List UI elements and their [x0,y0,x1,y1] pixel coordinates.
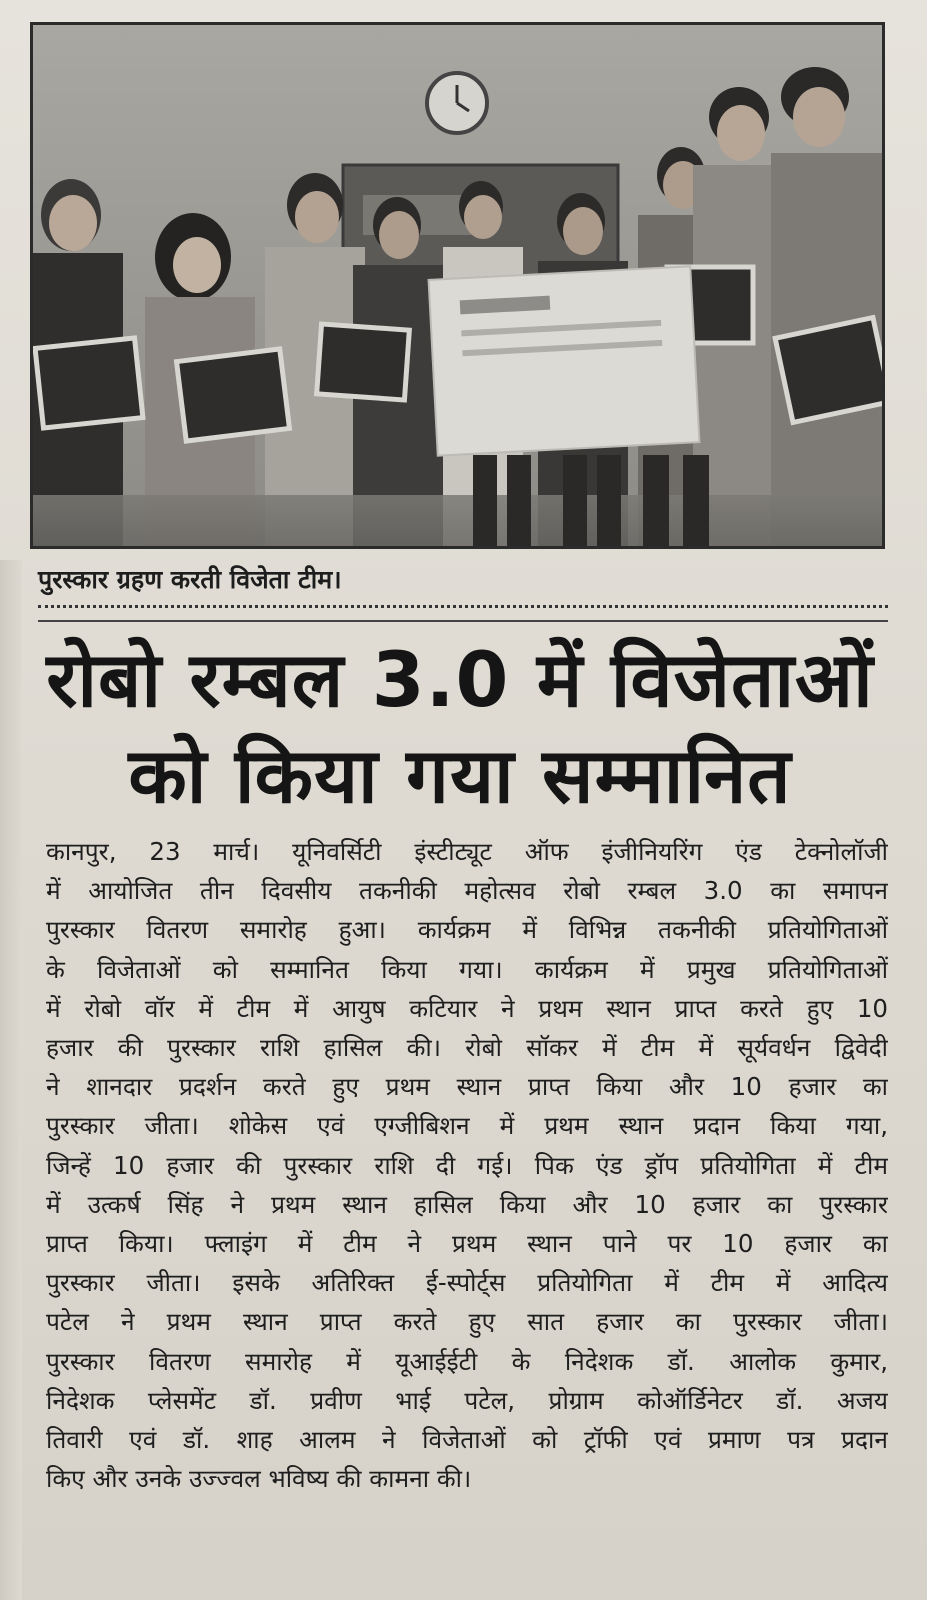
cut-off-text-strip [0,0,927,22]
wall-clock-icon [427,73,487,133]
article-line: पटेल ने प्रथम स्थान प्राप्त करते हुए सात हजार का पुरस्कार जीता। [46,1307,888,1337]
adjacent-column-edge [0,560,22,1600]
article-line: पुरस्कार जीता। शोकेस एवं एग्जीबिशन में प्रथम स्थान प्रदान किया गया, [46,1111,888,1141]
article-line: के विजेताओं को सम्मानित किया गया। कार्यक्रम में प्रमुख प्रतियोगिताओं [46,954,888,984]
article-line: पुरस्कार जीता। इसके अतिरिक्त ई-स्पोर्ट्स प्रतियोगिता में टीम में आदित्य [46,1268,888,1298]
big-cheque [429,266,700,455]
headline-line-2: को किया गया सम्मानित [128,731,792,820]
article-line: पुरस्कार वितरण समारोह में यूआईईटी के निदेशक डॉ. आलोक कुमार, [46,1346,888,1376]
photo-illustration [33,25,882,546]
article-line: निदेशक प्लेसमेंट डॉ. प्रवीण भाई पटेल, प्रोग्राम कोऑर्डिनेटर डॉ. अजय [46,1385,888,1415]
article-line: कानपुर, 23 मार्च। यूनिवर्सिटी इंस्टीट्यूट ऑफ इंजीनियरिंग एंड टेक्नोलॉजी [46,837,888,866]
article-line: पुरस्कार वितरण समारोह हुआ। कार्यक्रम में विभिन्न तकनीकी प्रतियोगिताओं [46,915,888,945]
article-line-last: किए और उनके उज्ज्वल भविष्य की कामना की। [46,1464,472,1494]
article-line: में आयोजित तीन दिवसीय तकनीकी महोत्सव रोबो रम्बल 3.0 का समापन [46,876,888,906]
headline-line-1: रोबो रम्बल 3.0 में विजेताओं [46,635,874,724]
article-line: ने शानदार प्रदर्शन करते हुए प्रथम स्थान प्राप्त किया और 10 हजार का [46,1072,888,1102]
caption-divider-solid [38,620,888,622]
headline [30,632,890,824]
photo-caption: पुरस्कार ग्रहण करती विजेता टीम। [38,565,342,594]
article-body [46,832,888,1498]
article-line: हजार की पुरस्कार राशि हासिल की। रोबो सॉकर में टीम में सूर्यवर्धन द्विवेदी [46,1033,888,1063]
article-line: तिवारी एवं डॉ. शाह आलम ने विजेताओं को ट्रॉफी एवं प्रमाण पत्र प्रदान [46,1425,888,1455]
article-line: में रोबो वॉर में टीम में आयुष कटियार ने प्रथम स्थान प्राप्त करते हुए 10 [46,993,888,1023]
article-line: में उत्कर्ष सिंह ने प्रथम स्थान हासिल किया और 10 हजार का पुरस्कार [46,1189,888,1219]
caption-divider-dotted [38,605,888,608]
article-line: जिन्हें 10 हजार की पुरस्कार राशि दी गई। पिक एंड ड्रॉप प्रतियोगिता में टीम [46,1150,888,1180]
article-line: प्राप्त किया। फ्लाइंग में टीम ने प्रथम स्थान पाने पर 10 हजार का [46,1229,888,1259]
news-photo [30,22,885,549]
